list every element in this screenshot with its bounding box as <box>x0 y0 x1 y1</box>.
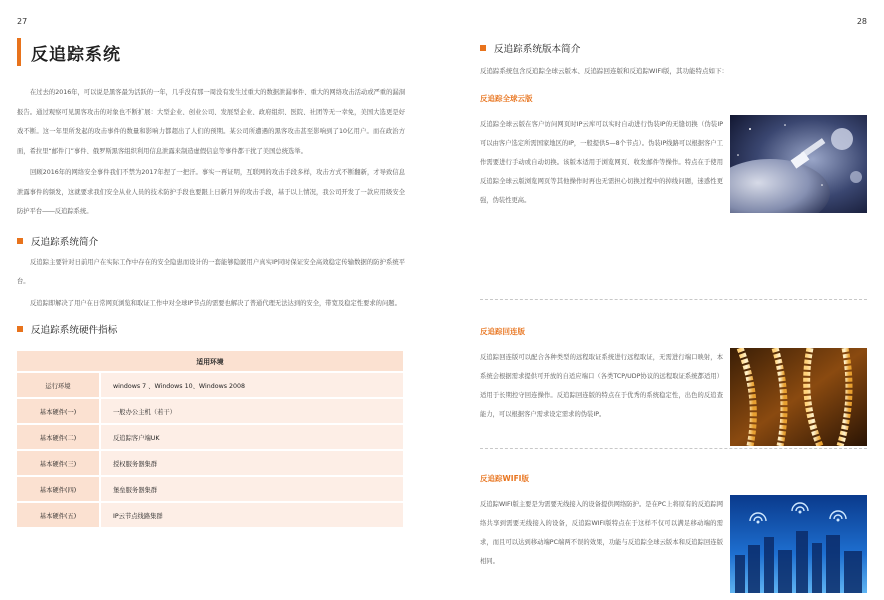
title-accent-bar <box>17 38 21 66</box>
row-key: 基本硬件(四) <box>17 477 101 501</box>
page-number-right: 28 <box>856 17 867 26</box>
space-planet-image <box>730 115 867 213</box>
version-backconnect <box>480 326 867 448</box>
section-heading-text: 反追踪系统简介 <box>31 236 99 248</box>
row-value: 堡垒服务器集群 <box>101 477 403 501</box>
table-row <box>17 451 403 475</box>
divider <box>480 299 867 300</box>
system-intro-paragraphs <box>17 253 405 314</box>
version-title: 反追踪全球云版 <box>480 94 533 103</box>
row-key: 运行环境 <box>17 373 101 397</box>
page-number-left: 27 <box>17 17 28 26</box>
row-key: 基本硬件(二) <box>17 425 101 449</box>
row-value: 授权服务器集群 <box>101 451 403 475</box>
section-heading-hardware <box>17 321 405 337</box>
version-global-cloud <box>480 93 867 215</box>
table-row <box>17 373 403 397</box>
table-row <box>17 425 403 449</box>
row-value: 一般办公主机（若干） <box>101 399 403 423</box>
table-row <box>17 503 403 527</box>
divider <box>480 448 867 449</box>
version-description: 反追踪回连版可以配合各种类型的远程取证系统进行远程取证，无需进行端口映射，本系统会根据需求提供可开放的自适应端口（各类TCP/UDP协议的远程取证系统都适用）适用于长期控守回连操作。反追踪回连版的特点在于优秀的系统稳定性，出色的反追查能力，可以根据客户需求设定需求的伪装IP。 <box>480 354 723 418</box>
hardware-table <box>17 349 403 529</box>
row-value: IP云节点线路集群 <box>101 503 403 527</box>
section-heading-text: 反追踪系统版本简介 <box>494 44 581 55</box>
section-marker <box>17 326 23 332</box>
section-marker <box>480 45 486 51</box>
paragraph: 回顾2016年的网络安全事件我们不禁为2017年捏了一把汗。事实一再证明，互联网的攻击手段多样，攻击方式不断翻新，才导致信息泄露事件的频发，这就要求我们安全从业人员的技术防护手段也要跟上日新月异的攻击手段，基于以上情况，我公司开发了一款应用级安全防护平台――反追踪系统。 <box>17 169 405 215</box>
table-row <box>17 477 403 501</box>
row-key: 基本硬件(一) <box>17 399 101 423</box>
fiber-cable-image <box>730 348 867 446</box>
row-value: windows 7 、Windows 10、Windows 2008 <box>101 373 403 397</box>
left-page <box>17 38 405 529</box>
section-marker <box>17 238 23 244</box>
row-key: 基本硬件(五) <box>17 503 101 527</box>
version-wifi <box>480 473 867 595</box>
page-title <box>17 38 405 66</box>
version-title: 反追踪回连版 <box>480 327 525 336</box>
paragraph: 在过去的2016年，可以说是黑客最为活跃的一年，几乎没有那一周没有发生过重大的数据泄漏事件、重大的网络攻击活动或严重的漏洞报告。通过观察可见黑客攻击的对象也不断扩展：大型企业、创业公司、发展型企业、政府组织、医院、社团等无一幸免，美国大选更是好戏不断。这一年里所发起的攻击事件的数量和影响力都超出了人们的预期。某公司所遭遇的黑客攻击甚至影响到了10亿用户。而在政治方面，希拉里“邮件门”事件、俄罗斯黑客组织利用信息泄露来制造虚假信息等事件都干扰了美国总统选举。 <box>17 89 405 155</box>
section-heading-text: 反追踪系统硬件指标 <box>31 325 118 336</box>
table-header: 适用环境 <box>17 351 403 371</box>
version-title: 反追踪WIFI版 <box>480 474 529 483</box>
row-key: 基本硬件(三) <box>17 451 101 475</box>
paragraph: 反追踪主要针对日前用户在实际工作中存在的安全隐患而设计的一套能够隐匿用户真实IP同时保证安全高效稳定传输数据的防护系统平台。 <box>17 258 405 285</box>
row-value: 反追踪客户端UK <box>101 425 403 449</box>
version-description: 反追踪全球云版在客户访问网页时IP云库可以实时自动进行伪装IP的无缝切换（伪装IP可以由客户选定所需国家地区的IP，一般提供5—8个节点）。伪装IP线路可以根据客户工作需要进行手动或自动切换。该版本适用于浏览网页、收发邮件等操作。特点在于使用反追踪全球云版浏览网页等其他操作时再也无需担心切换过程中的掉线问题，迷惑性更强，伪装性更高。 <box>480 121 723 204</box>
paragraph: 反追踪即解决了用户在日常网页浏览和取证工作中对全球IP节点的需要也解决了普通代理无法达到的安全，带宽及稳定性要求的问题。 <box>30 299 401 307</box>
title-text: 反追踪系统 <box>31 44 121 65</box>
version-description: 反追踪WIFI版主要是为需要无线接入的设备提供网络防护。是在PC上将原有的反追踪网络共享到需要无线接入的设备，反追踪WIFI版特点在于这样不仅可以满足移动端的需求，而且可以达到移动端PC端两不误的效果，功能与反追踪全球云版本和反追踪回连版相同。 <box>480 501 723 565</box>
wifi-city-image <box>730 495 867 593</box>
table-row <box>17 399 403 423</box>
versions-intro: 反追踪系统包含反追踪全球云版本、反追踪回连版和反追踪WIFI版，其功能特点如下： <box>480 67 728 75</box>
section-heading-intro <box>17 233 405 249</box>
intro-paragraphs <box>17 83 405 222</box>
right-page <box>480 40 867 595</box>
section-heading-versions <box>480 40 867 56</box>
